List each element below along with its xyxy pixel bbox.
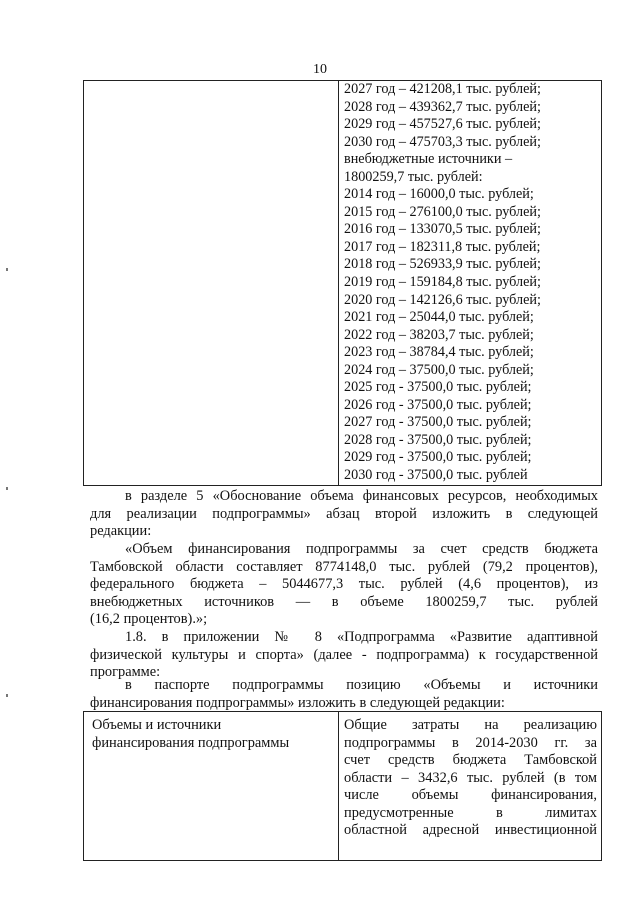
label-line: Объемы и источники — [92, 717, 222, 733]
scan-edge-mark — [6, 694, 8, 697]
paragraph-line: редакции: — [90, 523, 152, 539]
content-line: предусмотренные в лимитах — [344, 804, 597, 821]
financing-volume-quote — [90, 541, 598, 629]
passport-position-content — [344, 717, 597, 840]
paragraph-line: для реализации подпрограммы» абзац второй изложить в следующей — [90, 505, 598, 522]
section5-paragraph — [90, 488, 598, 541]
paragraph-line: внебюджетных источников — в объеме 1800259,7 тыс. рублей — [90, 593, 598, 610]
funding-line: 2018 год – 526933,9 тыс. рублей; — [344, 256, 541, 273]
funding-line: 2017 год – 182311,8 тыс. рублей; — [344, 238, 541, 255]
page-number: 10 — [313, 62, 327, 77]
table-column-divider — [338, 712, 339, 860]
paragraph-line: Тамбовской области составляет 8774148,0 тыс. рублей (79,2 процентов), — [90, 558, 598, 575]
funding-line: 2025 год - 37500,0 тыс. рублей; — [344, 379, 532, 396]
funding-table-continuation — [83, 80, 602, 486]
scan-edge-mark — [6, 487, 8, 490]
funding-line: 2023 год – 38784,4 тыс. рублей; — [344, 344, 534, 361]
funding-line: 2024 год – 37500,0 тыс. рублей; — [344, 361, 534, 378]
passport-position-label — [92, 717, 289, 752]
paragraph-line: федерального бюджета – 5044677,3 тыс. рублей (4,6 процентов), из — [90, 576, 598, 592]
funding-line: 2015 год – 276100,0 тыс. рублей; — [344, 203, 541, 220]
content-line: числе объемы финансирования, — [344, 787, 597, 803]
paragraph-line: 1.8. в приложении № 8 «Подпрограмма «Развитие адаптивной — [125, 629, 598, 645]
paragraph-line: физической культуры и спорта» (далее - подпрограмма) к государственной — [90, 646, 598, 663]
passport-table — [83, 711, 602, 861]
funding-line: 2026 год - 37500,0 тыс. рублей; — [344, 396, 532, 413]
funding-line: 2028 год - 37500,0 тыс. рублей; — [344, 431, 532, 448]
paragraph-line: финансирования подпрограммы» изложить в следующей редакции: — [90, 694, 505, 711]
content-line: Общие затраты на реализацию — [344, 717, 597, 733]
funding-line: 2029 год - 37500,0 тыс. рублей; — [344, 449, 532, 466]
funding-line: 2022 год – 38203,7 тыс. рублей; — [344, 326, 534, 343]
content-line: областной адресной инвестиционной — [344, 822, 597, 838]
content-line: счет средств бюджета Тамбовской — [344, 752, 597, 768]
funding-line: 2028 год – 439362,7 тыс. рублей; — [344, 98, 541, 115]
funding-line: 2029 год – 457527,6 тыс. рублей; — [344, 116, 541, 133]
paragraph-line: в паспорте подпрограммы позицию «Объемы и источники — [125, 677, 598, 693]
funding-line: 2027 год - 37500,0 тыс. рублей; — [344, 414, 532, 431]
funding-line: внебюджетные источники – — [344, 151, 513, 168]
label-line: финансирования подпрограммы — [92, 734, 290, 751]
funding-line: 2014 год – 16000,0 тыс. рублей; — [344, 186, 534, 203]
paragraph-line: в разделе 5 «Обоснование объема финансовых ресурсов, необходимых — [125, 488, 598, 504]
funding-line: 1800259,7 тыс. рублей: — [344, 168, 483, 185]
funding-line: 2030 год - 37500,0 тыс. рублей — [344, 467, 528, 484]
funding-line: 2020 год – 142126,6 тыс. рублей; — [344, 291, 541, 308]
paragraph-line: программе: — [90, 664, 161, 680]
passport-paragraph — [90, 677, 598, 712]
appendix8-paragraph — [90, 629, 598, 682]
funding-line: 2030 год – 475703,3 тыс. рублей; — [344, 133, 541, 150]
paragraph-line: (16,2 процентов).»; — [90, 611, 208, 627]
scan-edge-mark — [6, 268, 8, 271]
funding-line: 2019 год – 159184,8 тыс. рублей; — [344, 274, 541, 291]
funding-by-year-list — [344, 81, 541, 485]
content-line: области – 3432,6 тыс. рублей (в том — [344, 769, 597, 786]
funding-line: 2027 год – 421208,1 тыс. рублей; — [344, 81, 541, 97]
content-line: подпрограммы в 2014-2030 гг. за — [344, 734, 597, 751]
funding-line: 2021 год – 25044,0 тыс. рублей; — [344, 309, 534, 326]
paragraph-line: «Объем финансирования подпрограммы за счет средств бюджета — [125, 541, 598, 557]
table-column-divider — [338, 81, 339, 485]
funding-line: 2016 год – 133070,5 тыс. рублей; — [344, 221, 541, 238]
